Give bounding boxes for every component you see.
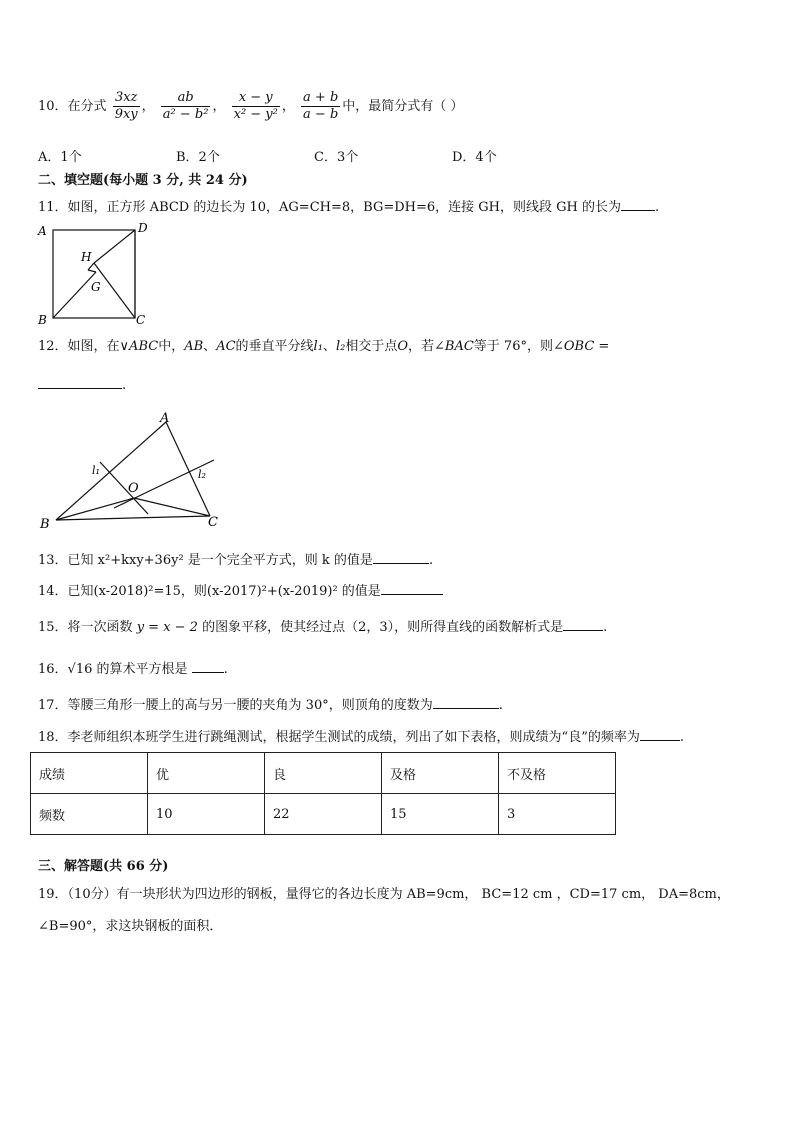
q10-option-a: A．1个: [38, 150, 82, 165]
table-cell: 不及格: [499, 753, 616, 794]
q10-fraction-2: $\frac{ab}{\text{a² − b²}}$: [162, 90, 209, 122]
q11-label-b: B: [38, 313, 47, 327]
question-19-line-1: 19．（10分）有一块形状为四边形的钢板，量得它的各边长度为 AB=9cm， BC=12 cm ，CD=17 cm， DA=8cm，: [38, 887, 730, 902]
q15-answer-blank: [563, 618, 603, 631]
q10-fraction-1: $\frac{3xz}{9xy}$: [114, 90, 138, 122]
q10-option-d: D．4个: [452, 150, 497, 165]
q11-label-a: A: [38, 224, 47, 238]
q12-label-c: C: [208, 515, 218, 530]
q12-label-a: A: [160, 411, 170, 426]
question-19-line-2: ∠B=90°，求这块钢板的面积．: [38, 919, 223, 934]
section-2-heading: 二、填空题(每小题 3 分, 共 24 分): [38, 173, 248, 188]
table-cell: 15: [382, 794, 499, 835]
q10-prefix: 10．在分式: [38, 99, 107, 114]
score-table: [30, 752, 616, 835]
q12-triangle-figure: [36, 408, 236, 534]
table-row: [31, 794, 616, 835]
q10-option-b: B．2个: [176, 150, 220, 165]
q16-answer-blank: [192, 660, 224, 673]
section-3-heading: 三、解答题(共 66 分): [38, 859, 169, 874]
table-cell: 22: [265, 794, 382, 835]
table-row: [31, 753, 616, 794]
table-cell: 成绩: [31, 753, 148, 794]
question-14: 14．已知(x-2018)²=15，则(x-2017)²+(x-2019)² 的值是: [38, 582, 443, 601]
question-11: 11．如图，正方形 ABCD 的边长为 10，AG=CH=8，BG=DH=6，连接 GH，则线段 GH 的长为 .: [38, 200, 660, 215]
q10-suffix: 中，最简分式有（ ）: [342, 99, 464, 114]
q10-fraction-4: $\frac{a + b}{a - b}$: [303, 90, 339, 122]
q12-label-b: B: [40, 517, 50, 532]
question-10: 10．在分式 $\frac{3xz}{9xy}$ ， $\frac{ab}{\text{a² − b²}}$ ， $\frac{x - y}{\text{x² − y²}}$ ， $\frac{a + b}{a - b}$ 中，最简分式有（ ）: [38, 90, 464, 122]
question-16: 16．√16 的算术平方根是 .: [38, 662, 228, 677]
table-cell: 优: [148, 753, 265, 794]
table-cell: 3: [499, 794, 616, 835]
q12-answer-blank: [38, 376, 122, 389]
table-cell: 频数: [31, 794, 148, 835]
sqrt-16: √16: [67, 662, 93, 677]
q11-label-h: H: [81, 250, 92, 264]
q10-option-c: C．3个: [314, 150, 359, 165]
q12-label-l2: l₂: [198, 468, 206, 481]
table-cell: 良: [265, 753, 382, 794]
q11-label-g: G: [91, 280, 101, 294]
question-15: 15．将一次函数 y = x − 2 的图象平移，使其经过点（2，3），则所得直线的函数解析式是 .: [38, 620, 608, 635]
table-cell: 10: [148, 794, 265, 835]
q11-answer-blank: [621, 198, 655, 211]
question-18: 18．李老师组织本班学生进行跳绳测试，根据学生测试的成绩，列出了如下表格，则成绩为“良”的频率为 .: [38, 730, 684, 745]
q12-answer-line: .: [38, 376, 126, 395]
q11-square-figure: [34, 220, 154, 328]
q10-fraction-3: $\frac{x - y}{\text{x² − y²}}$: [233, 90, 278, 122]
q14-answer-blank: [381, 582, 443, 595]
question-13: 13．已知 x²+kxy+36y² 是一个完全平方式，则 k 的值是 .: [38, 553, 434, 568]
table-cell: 及格: [382, 753, 499, 794]
q12-label-l1: l₁: [92, 464, 100, 477]
q18-answer-blank: [640, 728, 680, 741]
q13-answer-blank: [373, 551, 429, 564]
q12-label-o: O: [128, 481, 139, 496]
q11-label-c: C: [136, 313, 146, 327]
q17-answer-blank: [433, 696, 499, 709]
q11-text: 11．如图，正方形 ABCD 的边长为 10，AG=CH=8，BG=DH=6，连接 GH，则线段 GH 的长为: [38, 200, 621, 215]
q11-label-d: D: [138, 221, 148, 235]
question-17: 17．等腰三角形一腰上的高与另一腰的夹角为 30°，则顶角的度数为 .: [38, 698, 503, 713]
question-12: 12．如图，在∨ABC中，AB、AC的垂直平分线l₁、l₂相交于点O，若∠BAC等于 76°，则∠OBC =: [38, 339, 610, 354]
